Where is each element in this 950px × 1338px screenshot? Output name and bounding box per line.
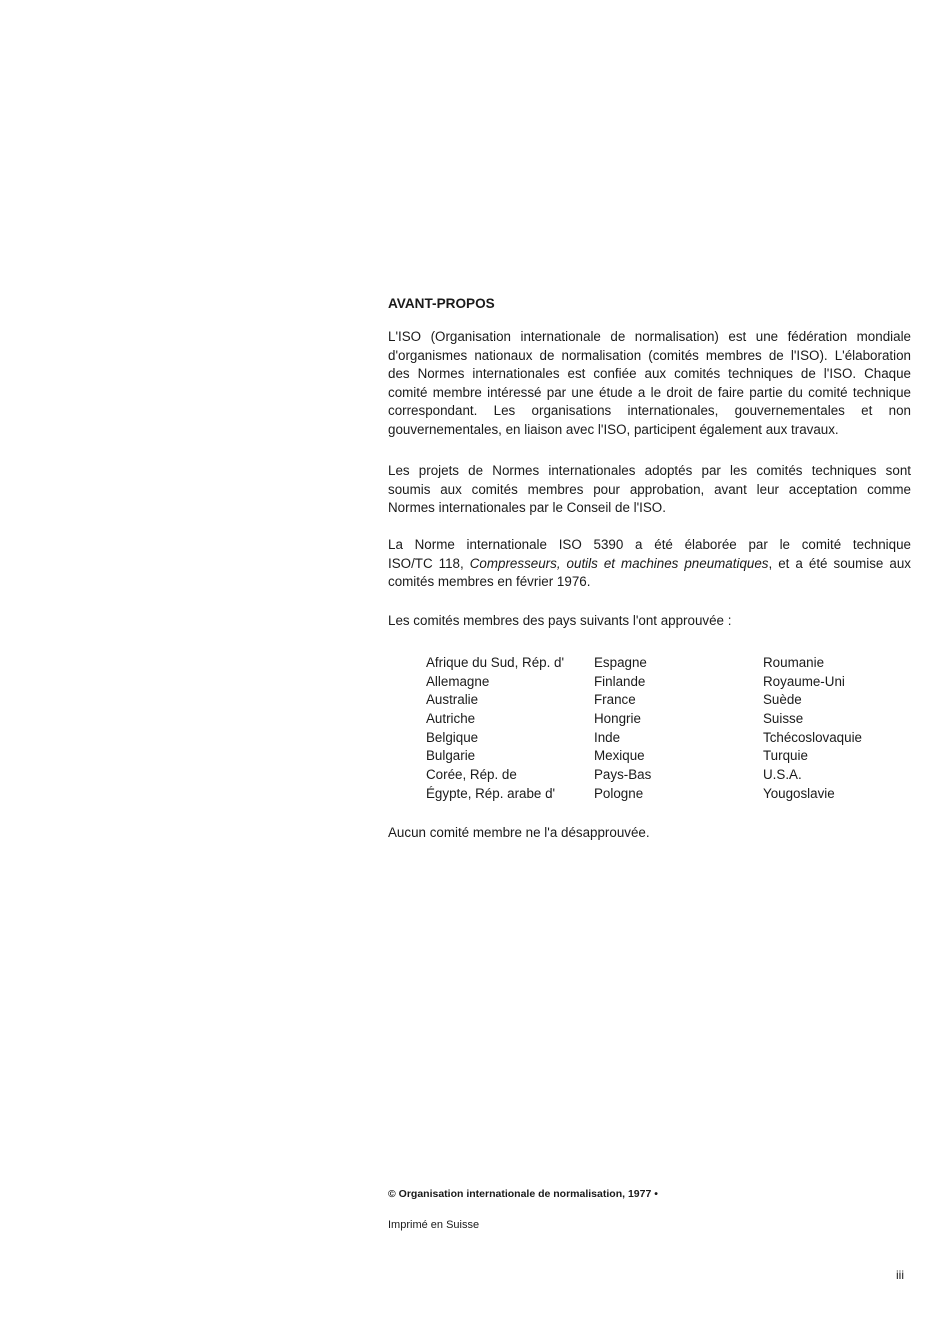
text-line: d'organismes nationaux de normalisation (comités membres de l'ISO). L'élaboration: [388, 347, 911, 363]
text-line: gouvernementales, en liaison avec l'ISO, participent également aux travaux.: [388, 421, 839, 437]
text-fragment: , et a été soumise aux: [768, 555, 911, 571]
committee-title: Compresseurs, outils et machines pneumatiques: [469, 555, 769, 571]
country: Hongrie: [594, 711, 641, 727]
country: France: [594, 692, 636, 708]
section-heading: AVANT-PROPOS: [388, 296, 495, 311]
text-line: [388, 555, 911, 574]
country: Belgique: [426, 729, 479, 745]
text-line: La Norme internationale ISO 5390 a été élaborée par le comité technique: [388, 537, 911, 552]
text-line: soumis aux comités membres pour approbation, avant leur acceptation comme: [388, 481, 911, 497]
country: Allemagne: [426, 673, 490, 689]
paragraph-iso-intro: [388, 328, 911, 440]
country: Égypte, Rép. arabe d': [426, 785, 556, 801]
country: Finlande: [594, 673, 646, 689]
page-number: iii: [896, 1268, 904, 1282]
country: Suisse: [763, 711, 804, 727]
text-line: comités membres en février 1976.: [388, 574, 591, 590]
country: Pays-Bas: [594, 767, 652, 783]
paragraph-draft-standards: [388, 462, 911, 518]
country: Bulgarie: [426, 748, 476, 764]
text-line: correspondant. Les organisations internationales, gouvernementales et non: [388, 403, 911, 419]
printed-in: Imprimé en Suisse: [388, 1219, 480, 1231]
approval-intro: Les comités membres des pays suivants l'ont approuvée :: [388, 613, 732, 628]
country: Mexique: [594, 748, 645, 764]
text-line: comité membre intéressé par une étude a le droit de faire partie du comité technique: [388, 384, 911, 400]
text-line: des Normes internationales est confiée aux comités techniques de l'ISO. Chaque: [388, 366, 911, 382]
country: Turquie: [763, 748, 808, 764]
paragraph-iso-5390: [388, 536, 911, 592]
text-fragment: ISO/TC 118,: [388, 555, 470, 571]
country: Corée, Rép. de: [426, 767, 517, 783]
country: Roumanie: [763, 655, 825, 670]
country: Espagne: [594, 655, 647, 670]
text-line: L'ISO (Organisation internationale de normalisation) est une fédération mondiale: [388, 329, 911, 344]
country: Pologne: [594, 785, 644, 801]
text-line: Normes internationales par le Conseil de l'ISO.: [388, 500, 666, 516]
country: Inde: [594, 729, 621, 745]
country: Yougoslavie: [763, 785, 835, 801]
country: Autriche: [426, 711, 476, 727]
country-column-2: [594, 654, 651, 804]
country-column-3: [763, 654, 862, 804]
country: Suède: [763, 692, 802, 708]
copyright-notice: © Organisation internationale de normalisation, 1977 •: [388, 1188, 658, 1200]
country: Afrique du Sud, Rép. d': [426, 655, 565, 670]
country-column-1: [426, 654, 564, 804]
country: Royaume-Uni: [763, 673, 845, 689]
country: U.S.A.: [763, 767, 802, 783]
text-line: Les projets de Normes internationales adoptés par les comités techniques sont: [388, 463, 911, 478]
disapproval-note: Aucun comité membre ne l'a désapprouvée.: [388, 825, 650, 840]
country: Tchécoslovaquie: [763, 729, 863, 745]
country: Australie: [426, 692, 479, 708]
